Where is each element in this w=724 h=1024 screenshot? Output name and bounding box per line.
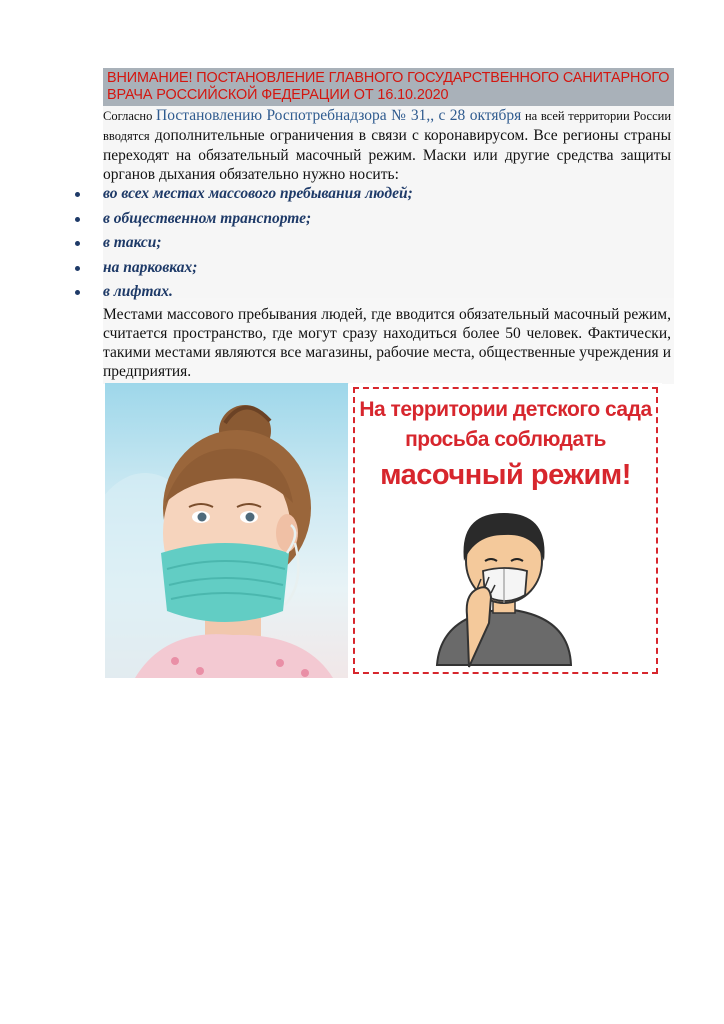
list-item: [75, 256, 413, 281]
child-with-mask-illustration: [105, 383, 348, 678]
intro-body: дополнительные ограничения в связи с коронавирусом. Все регионы страны переходят на обязательный масочный режим. Маски или другие средства защиты органов дыхания обязательно нужно носить:: [103, 127, 671, 183]
masked-person-illustration: [349, 383, 662, 678]
list-item-text: во всех местах массового пребывания людей;: [103, 185, 413, 202]
mask-places-list: [75, 182, 413, 305]
list-item: [75, 182, 413, 207]
poster-line-2: просьба соблюдать: [405, 428, 606, 451]
heading-line-1: ВНИМАНИЕ! ПОСТАНОВЛЕНИЕ ГЛАВНОГО ГОСУДАРСТВЕННОГО САНИТАРНОГО: [107, 70, 670, 86]
definition-paragraph: Местами массового пребывания людей, где вводится обязательный масочный режим, считается пространство, где могут сразу находиться более 50 человек. Фактически, такими местами являются все магазины, рабочие места, общественные учреждения и предприятия.: [103, 306, 671, 380]
intro-paragraph: [103, 106, 671, 184]
list-item-text: в лифтах.: [103, 283, 173, 300]
list-item-text: в такси;: [103, 234, 162, 251]
bullet-icon: [75, 290, 80, 295]
decree-link[interactable]: Постановлению Роспотребнадзора № 31,, с 28 октября: [156, 107, 522, 124]
heading-line-2: ВРАЧА РОССИЙСКОЙ ФЕДЕРАЦИИ ОТ 16.10.2020: [107, 87, 449, 103]
list-item: [75, 280, 413, 305]
list-item: [75, 207, 413, 232]
child-mask-photo: [105, 383, 348, 678]
notice-heading: [103, 68, 674, 106]
list-item: [75, 231, 413, 256]
bullet-icon: [75, 266, 80, 271]
intro-prefix: Согласно: [103, 109, 157, 123]
bullet-icon: [75, 192, 80, 197]
bullet-icon: [75, 217, 80, 222]
list-item-text: в общественном транспорте;: [103, 209, 312, 227]
list-item-text: на парковках;: [103, 258, 198, 276]
intro-suffix: на всей территории России вводятся: [103, 109, 672, 143]
poster-line-1: На территории детского сада: [359, 398, 652, 421]
bullet-icon: [75, 241, 80, 246]
poster-line-3: масочный режим!: [380, 459, 631, 491]
mask-regime-poster: [349, 383, 662, 678]
